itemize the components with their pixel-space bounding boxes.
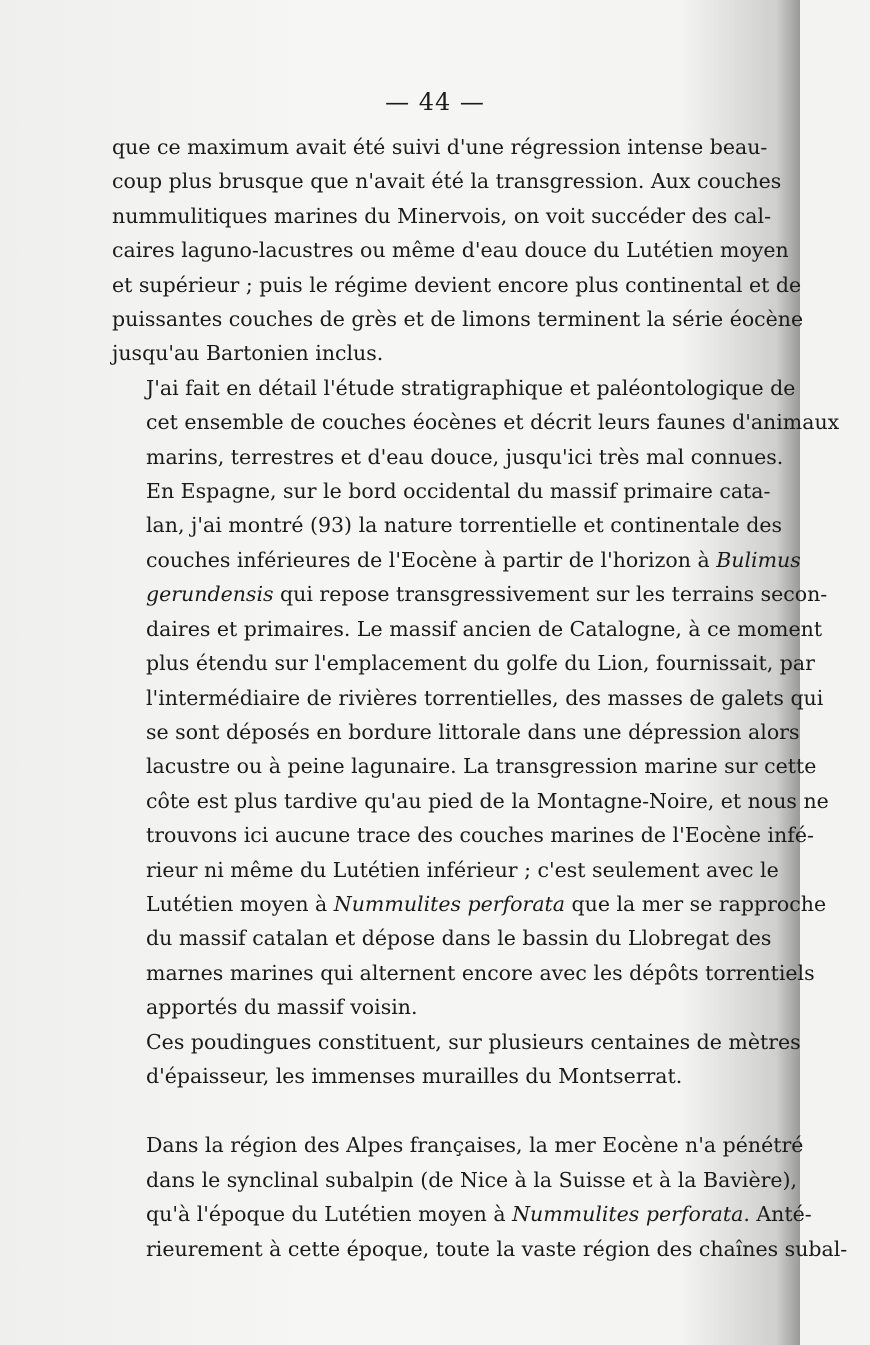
text-line: que ce maximum avait été suivi d'une régression intense beau- — [112, 135, 768, 159]
text-line: couches inférieures de l'Eocène à partir de l'horizon à Bulimus — [146, 547, 801, 572]
text-line: marins, terrestres et d'eau douce, jusqu'ici très mal connues. — [146, 444, 784, 469]
text-line: caires laguno-lacustres ou même d'eau douce du Lutétien moyen — [112, 238, 789, 263]
text-line: daires et primaires. Le massif ancien de Catalogne, à ce moment — [146, 616, 823, 641]
text-line: et supérieur ; puis le régime devient encore plus continental et de — [112, 272, 802, 297]
text-line: lan, j'ai montré (93) la nature torrentielle et continentale des — [146, 513, 783, 538]
italic-taxon: Nummulites perforata — [512, 1202, 744, 1227]
text-line: qu'à l'époque du Lutétien moyen à Nummulites perforata. Anté- — [146, 1202, 812, 1227]
italic-taxon: Nummulites perforata — [333, 891, 566, 916]
text-line: trouvons ici aucune trace des couches marines de l'Eocène infé- — [146, 823, 814, 848]
page-number: — 44 — — [385, 88, 485, 116]
body-text — [112, 130, 848, 1266]
text-line: du massif catalan et dépose dans le bassin du Llobregat des — [146, 926, 772, 951]
text-line: l'intermédiaire de rivières torrentielles, des masses de galets qui — [146, 685, 824, 710]
text-line: Lutétien moyen à Nummulites perforata que la mer se rapproche — [146, 891, 827, 916]
text-line: J'ai fait en détail l'étude stratigraphique et paléontologique de — [146, 375, 796, 400]
text-line: jusqu'au Bartonien inclus. — [112, 341, 384, 366]
text-line: Dans la région des Alpes françaises, la mer Eocène n'a pénétré — [146, 1133, 804, 1158]
italic-taxon: Bulimus — [716, 547, 801, 572]
paragraph-4 — [112, 1025, 801, 1094]
text-line: puissantes couches de grès et de limons terminent la série éocène — [112, 307, 804, 332]
text-line: lacustre ou à peine lagunaire. La transgression marine sur cette — [146, 754, 817, 779]
text-line: apportés du massif voisin. — [146, 995, 418, 1020]
paragraph-1 — [112, 130, 804, 371]
text-line: En Espagne, sur le bord occidental du massif primaire cata- — [146, 479, 771, 504]
text-line: côte est plus tardive qu'au pied de la Montagne-Noire, et nous ne — [146, 788, 829, 813]
text-line: cet ensemble de couches éocènes et décrit leurs faunes d'animaux — [146, 410, 840, 435]
text-line: Ces poudingues constituent, sur plusieurs centaines de mètres — [146, 1029, 801, 1054]
paragraph-2 — [112, 371, 840, 474]
text-line: d'épaisseur, les immenses murailles du Montserrat. — [146, 1063, 683, 1088]
text-line: dans le synclinal subalpin (de Nice à la Suisse et à la Bavière), — [146, 1167, 798, 1192]
text-line: rieurement à cette époque, toute la vaste région des chaînes subal- — [146, 1236, 848, 1261]
text-line: gerundensis qui repose transgressivement sur les terrains secon- — [146, 582, 828, 607]
paragraph-3 — [112, 474, 829, 1025]
text-line: coup plus brusque que n'avait été la transgression. Aux couches — [112, 169, 782, 194]
text-line: rieur ni même du Lutétien inférieur ; c'est seulement avec le — [146, 857, 779, 882]
text-line: nummulitiques marines du Minervois, on voit succéder des cal- — [112, 203, 771, 228]
paragraph-5 — [112, 1128, 848, 1266]
text-line: plus étendu sur l'emplacement du golfe du Lion, fournissait, par — [146, 651, 815, 676]
italic-taxon: gerundensis — [146, 582, 274, 607]
text-line: se sont déposés en bordure littorale dans une dépression alors — [146, 719, 800, 744]
text-line: marnes marines qui alternent encore avec les dépôts torrentiels — [146, 960, 815, 985]
